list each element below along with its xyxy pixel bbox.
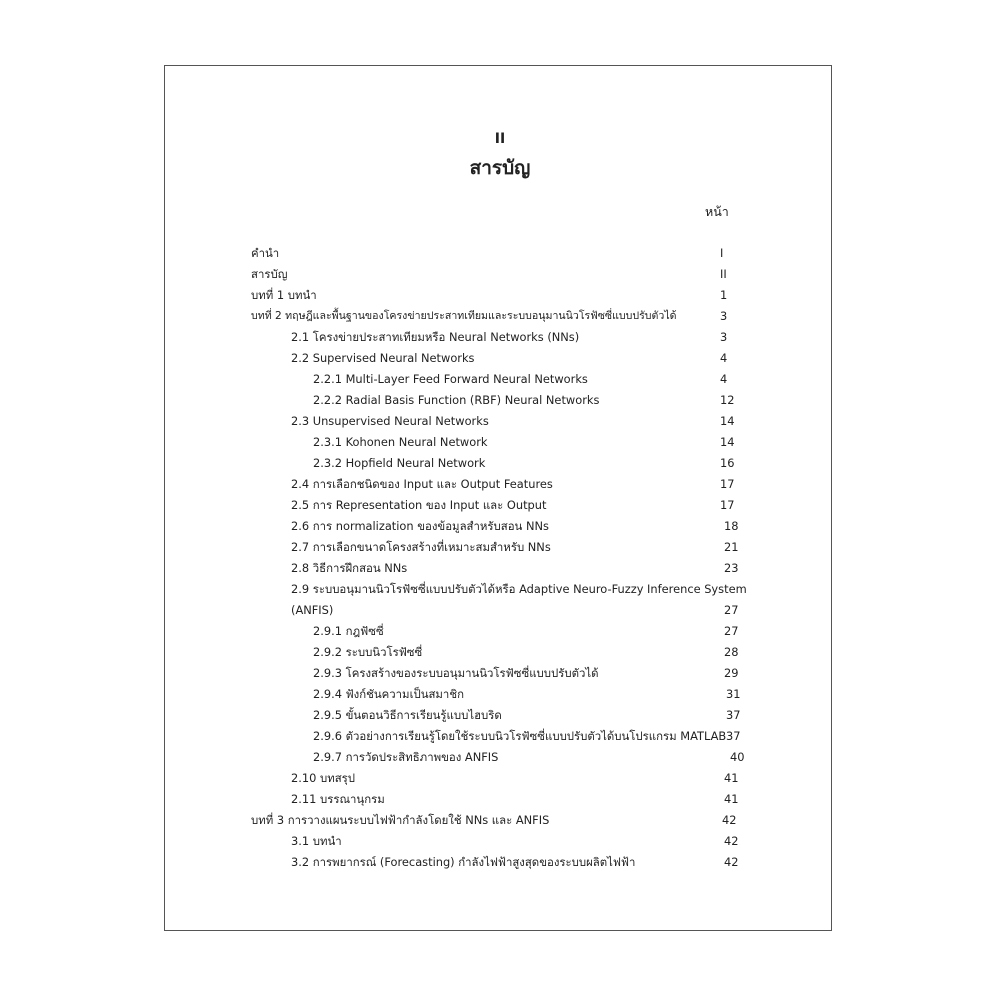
- toc-entry: [0, 642, 1000, 662]
- toc-entry-page: 23: [724, 561, 739, 575]
- toc-entry-page: 3: [720, 330, 728, 344]
- toc-entry: [0, 789, 1000, 809]
- toc-entry: [0, 453, 1000, 473]
- toc-entry-page: 3: [720, 309, 728, 323]
- toc-entry: [0, 390, 1000, 410]
- toc-entry-page: 1: [720, 288, 728, 302]
- toc-entry-title: 2.3.2 Hopfield Neural Network: [313, 456, 486, 470]
- toc-entry-title: (ANFIS): [291, 603, 334, 617]
- toc-entry-page: 21: [724, 540, 739, 554]
- toc-entry-title: 2.9.4 ฟังก์ชันความเป็นสมาชิก: [313, 687, 464, 701]
- toc-entry-title: 2.11 บรรณานุกรม: [291, 792, 385, 806]
- toc-entry-title: สารบัญ: [251, 267, 288, 281]
- toc-entry: [0, 516, 1000, 536]
- toc-entry: [0, 558, 1000, 578]
- toc-entry-title: 2.10 บทสรุป: [291, 771, 356, 785]
- toc-entry: [0, 831, 1000, 851]
- toc-entry-title: 2.2.1 Multi-Layer Feed Forward Neural Networks: [313, 372, 588, 386]
- toc-entry-title: 2.9.2 ระบบนิวโรฟัซซี่: [313, 645, 423, 659]
- toc-entry-page: 37: [726, 708, 741, 722]
- toc-entry: [0, 852, 1000, 872]
- toc-entry-page: I: [720, 246, 724, 260]
- toc-entry-title: คำนำ: [251, 246, 280, 260]
- toc-entry-title: 2.5 การ Representation ของ Input และ Output: [291, 498, 547, 512]
- toc-entry: [0, 684, 1000, 704]
- page-title: สารบัญ: [469, 157, 531, 179]
- toc-entry-title: 2.9.5 ขั้นตอนวิธีการเรียนรู้แบบไฮบริด: [313, 708, 502, 722]
- toc-entry: [0, 663, 1000, 683]
- toc-entry-page: 42: [724, 855, 739, 869]
- toc-entry: [0, 579, 1000, 599]
- toc-entry-page: 27: [724, 603, 739, 617]
- toc-entry-page: 42: [722, 813, 737, 827]
- toc-entry-page: 28: [724, 645, 739, 659]
- toc-entry-page: 4: [720, 351, 728, 365]
- toc-entry: [0, 285, 1000, 305]
- toc-entry-title: 2.9.3 โครงสร้างของระบบอนุมานนิวโรฟัซซี่แบบปรับตัวได้: [313, 666, 599, 680]
- toc-entry-title: 2.2.2 Radial Basis Function (RBF) Neural Networks: [313, 393, 600, 407]
- toc-entry-page: 4: [720, 372, 728, 386]
- toc-entry-page: 16: [720, 456, 735, 470]
- toc-entry: [0, 810, 1000, 830]
- toc-entry-title: 2.9 ระบบอนุมานนิวโรฟัซซี่แบบปรับตัวได้หรือ Adaptive Neuro-Fuzzy Inference System: [291, 582, 747, 596]
- toc-entry: [0, 537, 1000, 557]
- toc-entry-title: 2.7 การเลือกขนาดโครงสร้างที่เหมาะสมสำหรับ NNs: [291, 540, 551, 554]
- page-number: II: [494, 131, 506, 147]
- toc-entry-page: 27: [724, 624, 739, 638]
- toc-entry-title: 2.3 Unsupervised Neural Networks: [291, 414, 489, 428]
- toc-entry-title: 2.3.1 Kohonen Neural Network: [313, 435, 488, 449]
- toc-entry: [0, 600, 1000, 620]
- toc-entry: [0, 495, 1000, 515]
- toc-entry: [0, 768, 1000, 788]
- toc-entry: [0, 474, 1000, 494]
- toc-entry-title: บทที่ 3 การวางแผนระบบไฟฟ้ากำลังโดยใช้ NNs และ ANFIS: [251, 813, 550, 827]
- toc-entry-page: 41: [724, 771, 739, 785]
- toc-entry: [0, 306, 1000, 326]
- toc-entry-title: 2.9.1 กฎฟัซซี่: [313, 624, 384, 638]
- toc-entry-title: บทที่ 2 ทฤษฎีและพื้นฐานของโครงข่ายประสาทเทียมและระบบอนุมานนิวโรฟัซซี่แบบปรับตัวได้: [251, 310, 677, 322]
- toc-entry-title: 3.2 การพยากรณ์ (Forecasting) กำลังไฟฟ้าสูงสุดของระบบผลิตไฟฟ้า: [291, 855, 636, 869]
- toc-entry: [0, 747, 1000, 767]
- toc-entry: [0, 348, 1000, 368]
- toc-entry-title: บทที่ 1 บทนำ: [251, 288, 317, 302]
- toc-entry: [0, 264, 1000, 284]
- toc-entry-title: 2.9.7 การวัดประสิทธิภาพของ ANFIS: [313, 750, 499, 764]
- toc-entry-page: 14: [720, 414, 735, 428]
- toc-entry-title: 2.2 Supervised Neural Networks: [291, 351, 475, 365]
- toc-entry-title: 2.9.6 ตัวอย่างการเรียนรู้โดยใช้ระบบนิวโรฟัซซี่แบบปรับตัวได้บนโปรแกรม MATLAB: [313, 729, 727, 743]
- toc-entry-page: 42: [724, 834, 739, 848]
- toc-entry-page: 37: [726, 729, 741, 743]
- toc-entry-page: 29: [724, 666, 739, 680]
- page-column-header: หน้า: [705, 204, 729, 219]
- toc-entry-page: 12: [720, 393, 735, 407]
- toc-entry: [0, 432, 1000, 452]
- toc-entry-title: 2.4 การเลือกชนิดของ Input และ Output Features: [291, 477, 553, 491]
- toc-entry-title: 2.6 การ normalization ของข้อมูลสำหรับสอน NNs: [291, 519, 549, 533]
- toc-entry-page: 17: [720, 477, 735, 491]
- toc-entry: [0, 726, 1000, 746]
- toc-entry: [0, 705, 1000, 725]
- toc-entry-title: 2.1 โครงข่ายประสาทเทียมหรือ Neural Networks (NNs): [291, 330, 580, 344]
- toc-entry-page: 18: [724, 519, 739, 533]
- toc-entry: [0, 369, 1000, 389]
- toc-entry-title: 2.8 วิธีการฝึกสอน NNs: [291, 561, 408, 575]
- toc-entry: [0, 411, 1000, 431]
- toc-entry-page: 14: [720, 435, 735, 449]
- toc-entry: [0, 327, 1000, 347]
- toc-entry: [0, 621, 1000, 641]
- toc-entry: [0, 243, 1000, 263]
- toc-entry-page: 40: [730, 750, 745, 764]
- toc-entry-page: 31: [726, 687, 741, 701]
- toc-entry-page: 17: [720, 498, 735, 512]
- toc-entry-title: 3.1 บทนำ: [291, 834, 342, 848]
- toc-entry-page: 41: [724, 792, 739, 806]
- toc-entry-page: II: [720, 267, 727, 281]
